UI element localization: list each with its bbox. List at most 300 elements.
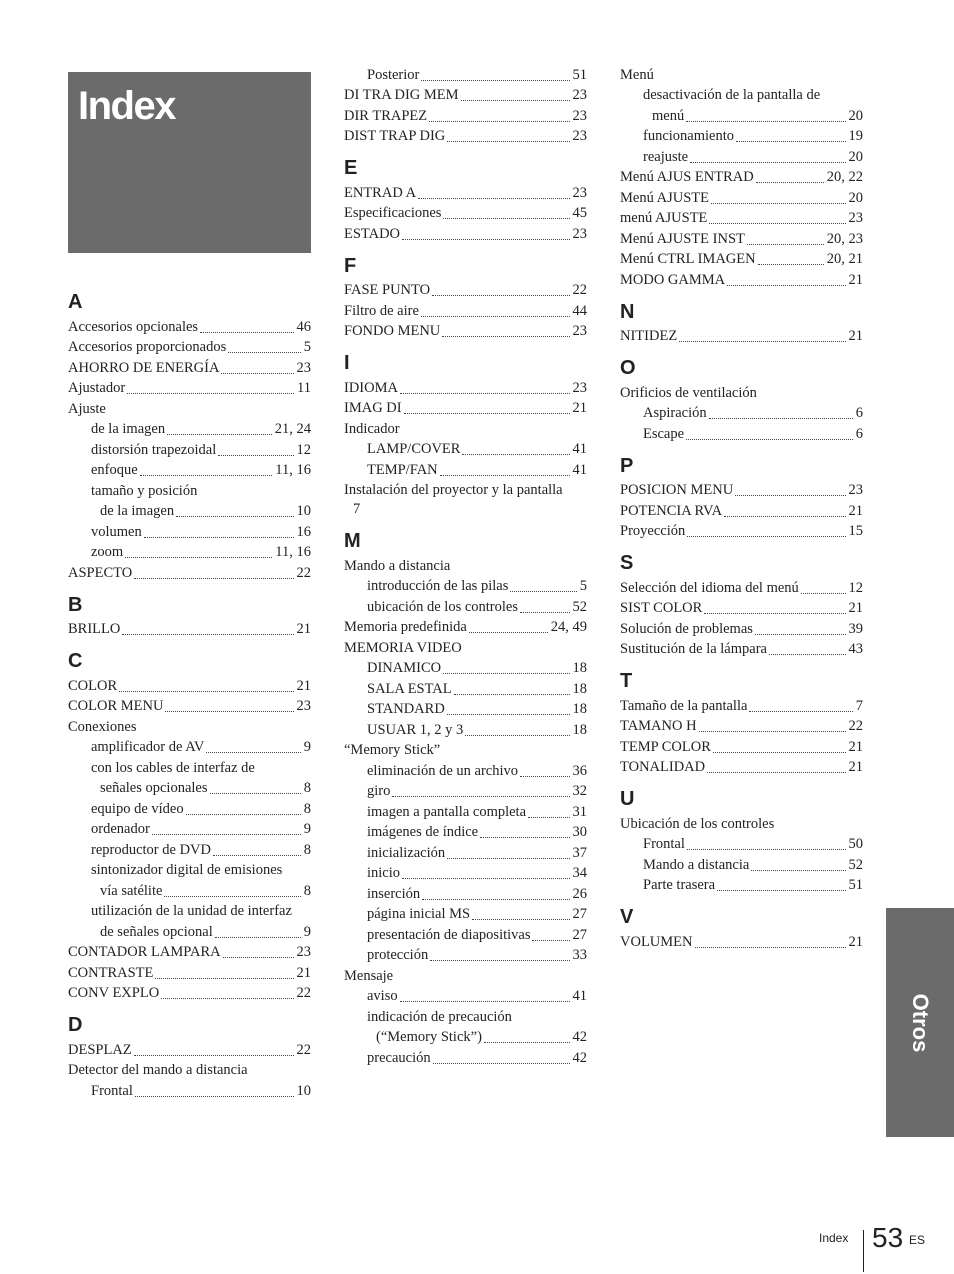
dot-leader bbox=[679, 335, 845, 342]
index-term: FASE PUNTO bbox=[344, 282, 431, 298]
page-ref: 16 bbox=[296, 523, 311, 540]
index-term: STANDARD bbox=[367, 701, 445, 717]
page-ref: 10 bbox=[296, 1082, 311, 1099]
page-number: 53 bbox=[872, 1222, 904, 1253]
dot-leader bbox=[520, 606, 570, 613]
index-entry-row bbox=[91, 543, 311, 562]
index-entry-row bbox=[367, 1028, 587, 1047]
dot-leader bbox=[755, 628, 846, 635]
index-subentry bbox=[620, 425, 863, 444]
index-entry-row bbox=[620, 209, 863, 228]
index-term: Aspiración bbox=[643, 405, 707, 421]
dot-leader bbox=[429, 115, 569, 122]
dot-leader bbox=[484, 1036, 570, 1043]
dot-leader bbox=[758, 258, 824, 265]
page-ref: 11 bbox=[297, 380, 311, 396]
index-term: ENTRAD A bbox=[344, 184, 417, 201]
index-term: de la imagen bbox=[91, 421, 166, 437]
dot-leader bbox=[215, 931, 301, 938]
dot-leader bbox=[218, 449, 293, 456]
index-subentry bbox=[68, 543, 311, 562]
dot-leader bbox=[462, 448, 569, 455]
dot-leader bbox=[686, 115, 845, 122]
dot-leader bbox=[402, 233, 569, 240]
index-entry-row bbox=[344, 107, 587, 126]
page-ref: 34 bbox=[572, 865, 587, 881]
footer-language: ES bbox=[909, 1233, 926, 1247]
index-term: Posterior bbox=[367, 66, 420, 83]
index-entry bbox=[620, 230, 863, 249]
index-entry bbox=[620, 620, 863, 639]
index-subentry bbox=[344, 700, 587, 719]
footer-divider bbox=[863, 1230, 864, 1272]
index-term: Frontal bbox=[91, 1082, 133, 1099]
dot-leader bbox=[756, 176, 824, 183]
page-ref: 11, 16 bbox=[275, 544, 311, 560]
dot-leader bbox=[749, 705, 852, 712]
dot-leader bbox=[418, 192, 569, 199]
index-letter-heading: O bbox=[620, 357, 636, 379]
index-entry bbox=[620, 209, 863, 228]
index-entry bbox=[344, 127, 587, 146]
index-letter-heading: I bbox=[344, 352, 350, 374]
index-entry-row bbox=[620, 481, 863, 500]
dot-leader bbox=[532, 934, 569, 941]
dot-leader bbox=[430, 954, 569, 961]
index-entry bbox=[344, 379, 587, 398]
dot-leader bbox=[454, 688, 570, 695]
dot-leader bbox=[709, 217, 845, 224]
dot-leader bbox=[447, 135, 569, 142]
index-term: COLOR MENU bbox=[68, 698, 164, 714]
dot-leader bbox=[528, 811, 569, 818]
dot-leader bbox=[687, 843, 846, 850]
dot-leader bbox=[200, 326, 293, 333]
index-term: POTENCIA RVA bbox=[620, 502, 723, 519]
index-entry-row bbox=[620, 250, 863, 269]
index-entry-row bbox=[643, 148, 863, 167]
index-entry bbox=[344, 281, 587, 300]
section-tab-label: Otros bbox=[908, 993, 933, 1052]
index-entry-row bbox=[68, 964, 311, 983]
index-group-heading: Indicador bbox=[344, 420, 400, 437]
dot-leader bbox=[134, 1049, 294, 1056]
index-entry-row bbox=[344, 379, 587, 398]
index-subentry bbox=[68, 861, 311, 901]
page-ref: 27 bbox=[572, 926, 587, 943]
index-entry bbox=[68, 984, 311, 1003]
index-term: funcionamiento bbox=[643, 128, 735, 144]
index-subentry bbox=[620, 835, 863, 854]
index-subentry bbox=[68, 800, 311, 819]
index-subentry bbox=[620, 876, 863, 895]
dot-leader bbox=[735, 489, 845, 496]
index-term: Accesorios opcionales bbox=[68, 318, 199, 335]
dot-leader bbox=[713, 746, 846, 753]
index-subentry bbox=[344, 864, 587, 883]
index-entry-row bbox=[91, 882, 311, 901]
dot-leader bbox=[801, 587, 846, 594]
dot-leader bbox=[165, 705, 293, 712]
index-entry-row bbox=[643, 404, 863, 423]
index-entry-row bbox=[68, 359, 311, 378]
index-group-heading: MEMORIA VIDEO bbox=[344, 639, 462, 656]
index-term: Menú AJUSTE bbox=[620, 189, 710, 206]
footer-label: Index bbox=[819, 1231, 849, 1245]
page-ref: 23 bbox=[848, 482, 863, 498]
index-term: presentación de diapositivas bbox=[367, 926, 531, 943]
index-entry-row bbox=[643, 856, 863, 875]
page-ref: 20 bbox=[848, 189, 863, 206]
index-term: IDIOMA bbox=[344, 379, 398, 396]
index-term: POSICION MENU bbox=[620, 482, 734, 498]
index-entry bbox=[620, 717, 863, 736]
page-ref: 18 bbox=[572, 721, 587, 738]
page-ref: 42 bbox=[572, 1029, 587, 1045]
page-title: Index bbox=[78, 84, 175, 128]
index-entry-row bbox=[367, 864, 587, 883]
index-entry bbox=[620, 327, 863, 346]
index-term: imágenes de índice bbox=[367, 824, 479, 840]
dot-leader bbox=[751, 864, 845, 871]
page-ref: 8 bbox=[303, 780, 311, 796]
dot-leader bbox=[480, 831, 569, 838]
dot-leader bbox=[447, 708, 570, 715]
page-ref: 23 bbox=[848, 210, 863, 226]
dot-leader bbox=[443, 667, 569, 674]
index-subentry bbox=[344, 461, 587, 480]
index-group-heading: Ubicación de los controles bbox=[620, 815, 775, 832]
dot-leader bbox=[140, 469, 273, 476]
index-term: CONTRASTE bbox=[68, 964, 154, 981]
index-group-heading: Detector del mando a distancia bbox=[68, 1062, 248, 1078]
index-entry-row bbox=[620, 168, 863, 187]
index-entry bbox=[620, 599, 863, 618]
index-entry-row bbox=[68, 564, 311, 583]
index-subentry bbox=[344, 926, 587, 945]
index-term: reajuste bbox=[643, 148, 689, 165]
index-entry-row bbox=[91, 779, 311, 798]
index-entry-row bbox=[620, 697, 863, 716]
index-entry-row bbox=[643, 107, 863, 126]
index-entry bbox=[620, 189, 863, 208]
index-entry-row bbox=[344, 618, 587, 637]
index-term: AHORRO DE ENERGÍA bbox=[68, 359, 220, 376]
index-entry-row bbox=[367, 461, 587, 480]
index-entry bbox=[68, 379, 311, 398]
index-entry-row bbox=[620, 599, 863, 618]
index-entry-row bbox=[344, 127, 587, 146]
dot-leader bbox=[127, 387, 294, 394]
dot-leader bbox=[724, 510, 845, 517]
index-entry-row bbox=[68, 943, 311, 962]
page-ref: 26 bbox=[572, 885, 587, 902]
page-ref: 21, 24 bbox=[274, 421, 311, 437]
index-entry-row bbox=[68, 677, 311, 696]
index-term: Accesorios proporcionados bbox=[68, 339, 227, 355]
index-entry-row bbox=[643, 876, 863, 895]
page-ref: 21 bbox=[296, 621, 311, 637]
index-entry-row bbox=[367, 823, 587, 842]
page-ref: 52 bbox=[572, 598, 587, 615]
dot-leader bbox=[392, 790, 569, 797]
index-group-heading bbox=[344, 481, 587, 519]
index-entry bbox=[620, 250, 863, 269]
index-term: Especificaciones bbox=[344, 205, 442, 221]
index-letter-heading: N bbox=[620, 300, 635, 323]
index-entry-row bbox=[68, 318, 311, 337]
index-entry-row bbox=[91, 441, 311, 460]
index-entry-row bbox=[367, 440, 587, 459]
index-entry bbox=[344, 322, 587, 341]
dot-leader bbox=[164, 890, 300, 897]
index-letter-heading: B bbox=[68, 593, 83, 616]
index-entry-row bbox=[367, 680, 587, 699]
index-term: Ajustador bbox=[68, 380, 126, 396]
index-term: utilización de la unidad de interfaz bbox=[91, 903, 292, 919]
index-term: Instalación del proyector y la pantalla bbox=[344, 482, 563, 498]
index-subentry bbox=[68, 523, 311, 542]
index-term: ubicación de los controles bbox=[367, 598, 518, 615]
dot-leader bbox=[686, 433, 853, 440]
index-term: menú AJUSTE bbox=[620, 210, 708, 226]
index-subentry bbox=[344, 905, 587, 924]
index-term: TEMP COLOR bbox=[620, 738, 711, 755]
page-ref: 8 bbox=[303, 841, 311, 858]
index-term: DIR TRAPEZ bbox=[344, 107, 428, 124]
index-entry-row bbox=[91, 523, 311, 542]
page-ref: 9 bbox=[303, 739, 311, 755]
index-subentry bbox=[344, 598, 587, 617]
page-ref: 30 bbox=[572, 824, 587, 840]
index-subentry bbox=[344, 803, 587, 822]
page-ref: 12 bbox=[296, 441, 311, 458]
index-term: TONALIDAD bbox=[620, 759, 706, 775]
index-entry-row bbox=[367, 577, 587, 596]
index-entry-row bbox=[367, 905, 587, 924]
dot-leader bbox=[432, 289, 569, 296]
index-letter-heading: D bbox=[68, 1014, 83, 1036]
index-term: Selección del idioma del menú bbox=[620, 579, 799, 596]
index-term-continued: de señales opcional bbox=[100, 923, 213, 940]
page-ref: 21 bbox=[848, 738, 863, 755]
index-entry-row bbox=[367, 700, 587, 719]
index-term: zoom bbox=[91, 544, 124, 560]
index-letter-heading: F bbox=[344, 254, 357, 277]
page-ref: 15 bbox=[848, 523, 863, 539]
dot-leader bbox=[699, 725, 846, 732]
index-subentry bbox=[344, 844, 587, 863]
index-term: inicio bbox=[367, 865, 401, 881]
index-term: CONV EXPLO bbox=[68, 985, 160, 1001]
index-entry-row bbox=[367, 659, 587, 678]
index-subentry bbox=[344, 885, 587, 904]
index-term: ordenador bbox=[91, 821, 150, 837]
dot-leader bbox=[155, 972, 293, 979]
index-term: Memoria predefinida bbox=[344, 619, 467, 635]
dot-leader bbox=[520, 770, 570, 777]
index-term: Mando a distancia bbox=[643, 856, 750, 873]
page-ref: 8 bbox=[303, 800, 311, 817]
index-entry bbox=[68, 1041, 311, 1060]
dot-leader bbox=[167, 428, 272, 435]
index-term: con los cables de interfaz de bbox=[91, 759, 255, 776]
index-entry-row bbox=[620, 640, 863, 659]
index-term: reproductor de DVD bbox=[91, 841, 211, 858]
page-ref: 32 bbox=[572, 783, 587, 799]
index-entry-row bbox=[91, 923, 311, 942]
index-entry-row bbox=[344, 86, 587, 105]
index-subentry bbox=[68, 738, 311, 757]
index-entry-row bbox=[68, 1041, 311, 1060]
page-ref: 23 bbox=[296, 944, 311, 960]
index-entry bbox=[68, 677, 311, 696]
page-ref: 22 bbox=[296, 1041, 311, 1058]
index-column-2 bbox=[344, 64, 587, 1069]
page-ref: 46 bbox=[296, 318, 311, 335]
index-entry-row bbox=[91, 820, 311, 839]
index-term: SIST COLOR bbox=[620, 600, 703, 616]
index-entry-row bbox=[68, 338, 311, 357]
index-entry-row bbox=[68, 697, 311, 716]
index-term: IMAG DI bbox=[344, 400, 402, 416]
page-ref: 36 bbox=[572, 762, 587, 779]
section-tab bbox=[886, 908, 954, 1137]
index-letter-heading: A bbox=[68, 291, 83, 313]
index-term: volumen bbox=[91, 523, 142, 540]
index-subentry bbox=[620, 86, 863, 126]
dot-leader bbox=[510, 585, 576, 592]
dot-leader bbox=[122, 628, 293, 635]
index-entry bbox=[620, 933, 863, 952]
dot-leader bbox=[176, 510, 293, 517]
index-subentry bbox=[344, 680, 587, 699]
dot-leader bbox=[707, 766, 845, 773]
index-term: Menú AJUSTE INST bbox=[620, 230, 745, 247]
index-entry bbox=[620, 579, 863, 598]
dot-leader bbox=[443, 212, 569, 219]
index-entry-row bbox=[620, 502, 863, 521]
dot-leader bbox=[769, 648, 846, 655]
page-ref: 21 bbox=[848, 271, 863, 288]
index-entry-row bbox=[620, 327, 863, 346]
dot-leader bbox=[465, 729, 569, 736]
title-box bbox=[68, 72, 311, 253]
index-subentry bbox=[68, 902, 311, 942]
index-term: Menú AJUS ENTRAD bbox=[620, 169, 754, 185]
index-term: página inicial MS bbox=[367, 906, 471, 922]
page-ref: 6 bbox=[855, 405, 863, 421]
index-letter-heading: M bbox=[344, 530, 361, 552]
dot-leader bbox=[206, 746, 300, 753]
index-subentry bbox=[68, 482, 311, 522]
page-ref: 18 bbox=[572, 660, 587, 676]
dot-leader bbox=[161, 992, 293, 999]
index-letter-heading: S bbox=[620, 552, 634, 574]
index-entry-row bbox=[367, 885, 587, 904]
index-entry bbox=[620, 697, 863, 716]
index-term: distorsión trapezoidal bbox=[91, 441, 217, 458]
page-ref: 41 bbox=[572, 988, 587, 1004]
page-ref: 21 bbox=[848, 600, 863, 616]
index-entry bbox=[620, 522, 863, 541]
index-term: ESTADO bbox=[344, 225, 401, 242]
dot-leader bbox=[447, 852, 569, 859]
page-ref: 51 bbox=[572, 66, 587, 83]
index-entry-row bbox=[620, 522, 863, 541]
index-subentry bbox=[344, 1008, 587, 1048]
index-group-heading: Ajuste bbox=[68, 400, 106, 417]
index-subentry bbox=[68, 441, 311, 460]
index-term: Solución de problemas bbox=[620, 620, 753, 637]
index-term: DESPLAZ bbox=[68, 1041, 132, 1058]
page-ref: 18 bbox=[572, 680, 587, 697]
index-entry bbox=[620, 502, 863, 521]
index-entry-row bbox=[344, 281, 587, 300]
index-group-heading: Menú bbox=[620, 66, 654, 83]
index-term: MODO GAMMA bbox=[620, 271, 726, 288]
page-ref: 8 bbox=[303, 882, 311, 899]
index-term: Tamaño de la pantalla bbox=[620, 697, 748, 714]
dot-leader bbox=[461, 94, 570, 101]
index-term: TEMP/FAN bbox=[367, 461, 438, 478]
index-entry bbox=[344, 107, 587, 126]
dot-leader bbox=[228, 346, 301, 353]
index-entry-row bbox=[91, 502, 311, 521]
index-entry-row bbox=[643, 127, 863, 146]
index-entry-row bbox=[620, 271, 863, 290]
index-entry-row bbox=[91, 461, 311, 480]
index-entry-row bbox=[620, 579, 863, 598]
index-entry bbox=[68, 338, 311, 357]
index-letter-heading: T bbox=[620, 670, 633, 692]
index-entry bbox=[344, 184, 587, 203]
page-ref: 21 bbox=[296, 677, 311, 694]
dot-leader bbox=[213, 849, 301, 856]
index-letter-heading: P bbox=[620, 454, 634, 477]
index-entry bbox=[344, 302, 587, 321]
page-ref: 5 bbox=[579, 578, 587, 594]
page-ref: 11, 16 bbox=[275, 462, 311, 478]
index-subentry bbox=[68, 461, 311, 480]
index-entry-row bbox=[643, 835, 863, 854]
page-ref: 41 bbox=[572, 461, 587, 478]
index-entry-row bbox=[68, 620, 311, 639]
index-entry bbox=[68, 359, 311, 378]
index-subentry bbox=[344, 66, 587, 85]
index-entry bbox=[68, 697, 311, 716]
dot-leader bbox=[433, 1057, 570, 1064]
index-term-continued: menú bbox=[652, 107, 685, 124]
page-ref: 23 bbox=[572, 107, 587, 124]
dot-leader bbox=[704, 607, 845, 614]
index-subentry bbox=[68, 820, 311, 839]
dot-leader bbox=[186, 808, 301, 815]
index-term: Sustitución de la lámpara bbox=[620, 641, 767, 657]
index-entry-row bbox=[367, 844, 587, 863]
index-entry-row bbox=[620, 189, 863, 208]
index-term: eliminación de un archivo bbox=[367, 762, 518, 779]
page-ref: 44 bbox=[572, 302, 587, 319]
index-term: COLOR bbox=[68, 677, 118, 694]
index-column-1 bbox=[68, 288, 311, 1102]
page-ref: 23 bbox=[572, 225, 587, 242]
page-ref: 23 bbox=[296, 698, 311, 714]
index-entry-row bbox=[344, 204, 587, 223]
index-term: Frontal bbox=[643, 836, 685, 852]
index-subentry bbox=[344, 782, 587, 801]
page-ref: 50 bbox=[848, 836, 863, 852]
